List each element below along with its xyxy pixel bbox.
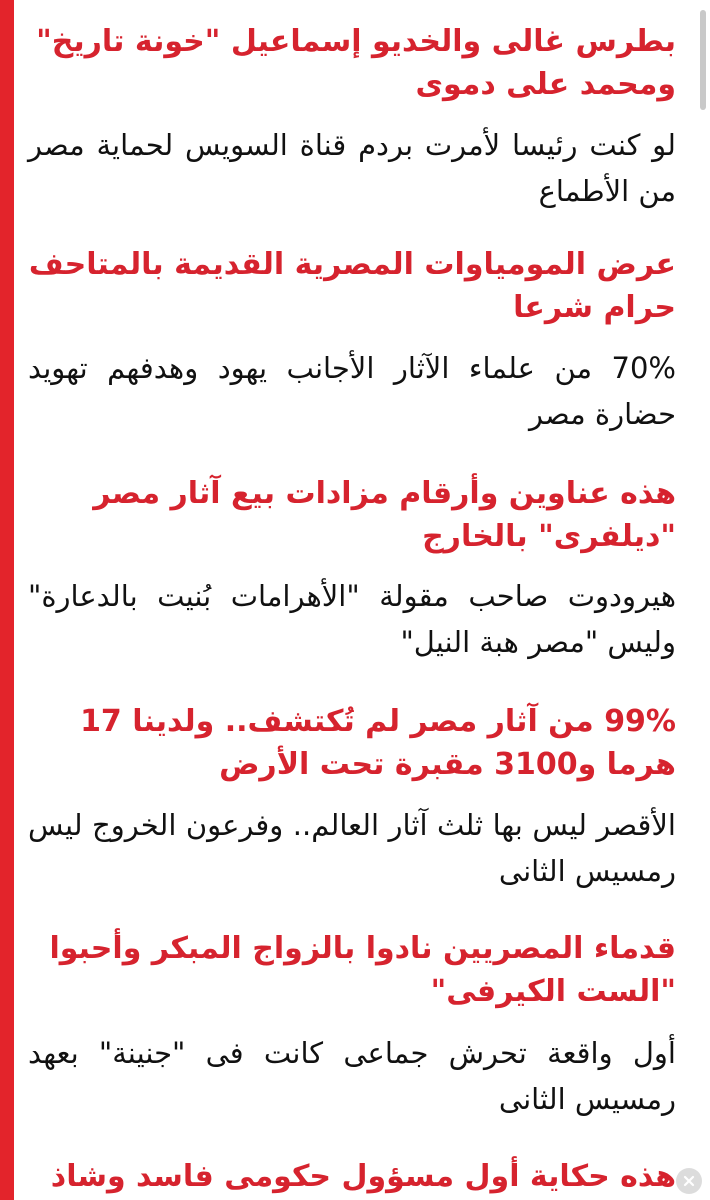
close-button[interactable]	[676, 1168, 702, 1194]
article-summary: لو كنت رئيسا لأمرت بردم قناة السويس لحماية مصر من الأطماع	[28, 128, 676, 208]
article-headline[interactable]: بطرس غالى والخديو إسماعيل "خونة تاريخ" ومحمد على دموى	[36, 24, 676, 102]
article-headline[interactable]: هذه حكاية أول مسؤول حكومى فاسد وشاذ	[50, 1159, 676, 1194]
scrollbar-thumb[interactable]	[700, 10, 706, 110]
scrollbar[interactable]	[694, 0, 710, 1200]
article-summary: 70% من علماء الآثار الأجانب يهود وهدفهم تهويد حضارة مصر	[28, 351, 676, 431]
close-icon	[683, 1175, 695, 1187]
article-headline[interactable]: 99% من آثار مصر لم تُكتشف.. ولدينا 17 هرما و3100 مقبرة تحت الأرض	[80, 704, 676, 782]
article-headline[interactable]: عرض المومياوات المصرية القديمة بالمتاحف حرام شرعا	[28, 247, 676, 325]
article-headline[interactable]: هذه عناوين وأرقام مزادات بيع آثار مصر "ديلفرى" بالخارج	[93, 476, 676, 554]
article-summary: الأقصر ليس بها ثلث آثار العالم.. وفرعون الخروج ليس رمسيس الثانى	[28, 808, 676, 888]
left-accent-bar	[0, 0, 14, 1200]
article-summary: أول واقعة تحرش جماعى كانت فى "جنينة" بعهد رمسيس الثانى	[28, 1036, 676, 1116]
article-headline[interactable]: قدماء المصريين نادوا بالزواج المبكر وأحبوا "الست الكيرفى"	[49, 931, 676, 1009]
article-summary: هيرودوت صاحب مقولة "الأهرامات بُنيت بالدعارة" وليس "مصر هبة النيل"	[28, 579, 676, 659]
